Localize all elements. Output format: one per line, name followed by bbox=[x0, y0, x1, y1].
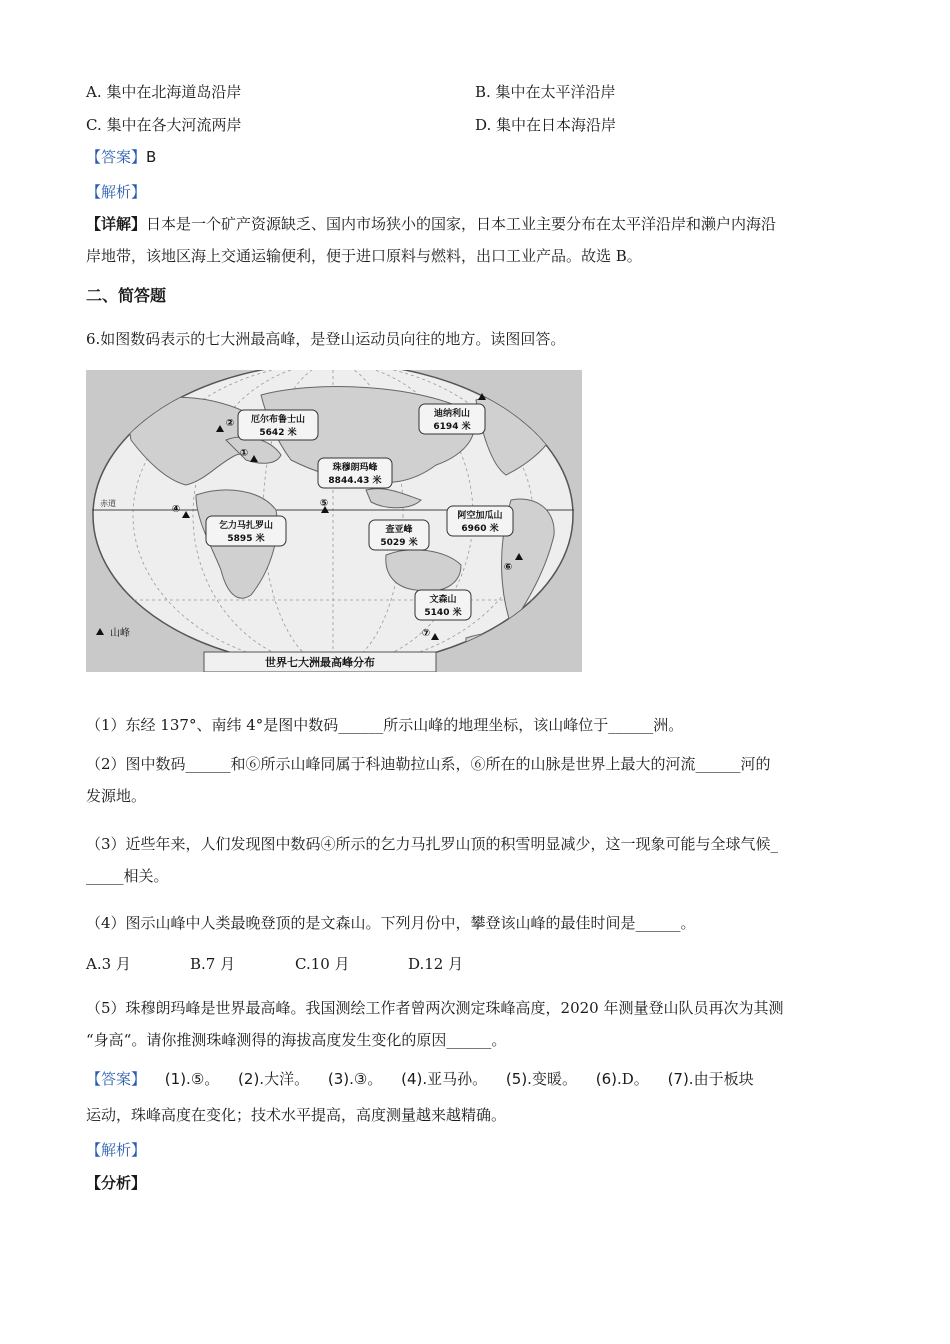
peak-num-1: ① bbox=[239, 448, 249, 459]
answer-item-3: (3).③。 bbox=[327, 1070, 383, 1088]
q6-answer-line1 bbox=[86, 1063, 866, 1095]
legend-label: 山峰 bbox=[110, 628, 130, 639]
q6-sub3 bbox=[86, 828, 866, 892]
peak-name-denali: 迪纳利山 bbox=[433, 409, 471, 419]
q5-answer bbox=[86, 145, 156, 169]
sub5-line2: “身高“。请你推测珠峰测得的海拔高度发生变化的原因______。 bbox=[86, 1031, 507, 1049]
detail-line2: 岸地带，该地区海上交通运输便利，便于进口原料与燃料，出口工业产品。故选 B。 bbox=[86, 247, 642, 265]
option-b: B. 集中在太平洋沿岸 bbox=[475, 83, 616, 101]
option-a: A. 集中在北海道岛沿岸 bbox=[86, 83, 242, 101]
option-d: D. 集中在日本海沿岸 bbox=[475, 116, 617, 134]
answer-item-6: (6).D。 bbox=[595, 1070, 649, 1088]
peak-name-6: 阿空加瓜山 bbox=[457, 511, 503, 521]
peak-name-4: 乞力马扎罗山 bbox=[218, 521, 274, 531]
peak-num-2: ② bbox=[225, 418, 235, 429]
q5-analysis bbox=[86, 180, 146, 204]
q6-fenxi: 【分析】 bbox=[86, 1174, 147, 1192]
sub2-line2: 发源地。 bbox=[86, 787, 147, 805]
peak-name-2: 厄尔布鲁士山 bbox=[250, 415, 306, 425]
sub4-option-d: D.12 月 bbox=[408, 955, 464, 973]
q6-sub1: （1）东经 137°、南纬 4°是图中数码______所示山峰的地理坐标，该山峰位于______洲。 bbox=[86, 716, 684, 734]
q5-detail bbox=[86, 208, 866, 272]
analysis-tag: 【解析】 bbox=[86, 183, 147, 201]
peak-num-5: ⑤ bbox=[319, 498, 329, 509]
detail-line1: 日本是一个矿产资源缺乏、国内市场狭小的国家，日本工业主要分布在太平洋沿岸和濑户内海沿 bbox=[146, 215, 777, 233]
q6-answer-tag: 【答案】 bbox=[86, 1070, 147, 1088]
answer-tag: 【答案】 bbox=[86, 148, 147, 166]
map-caption: 世界七大洲最高峰分布 bbox=[265, 656, 375, 669]
legend-marker bbox=[96, 628, 104, 635]
answer-item-1: (1).⑤。 bbox=[164, 1070, 220, 1088]
sub5-line1: （5）珠穆朗玛峰是世界最高峰。我国测绘工作者曾两次测定珠峰高度，2020 年测量登山队员再次为其测 bbox=[86, 999, 784, 1017]
q6-sub4: （4）图示山峰中人类最晚登顶的是文森山。下列月份中，攀登该山峰的最佳时间是______。 bbox=[86, 914, 696, 932]
answer-item-4: (4).亚马孙。 bbox=[401, 1070, 488, 1088]
answer-value: B bbox=[146, 148, 157, 166]
peak-height-7: 5140 米 bbox=[424, 608, 462, 618]
peak-name-7: 文森山 bbox=[429, 595, 457, 605]
peak-height-4: 5895 米 bbox=[227, 534, 265, 544]
q6-answer-line2: 运动，珠峰高度在变化；技术水平提高，高度测量越来越精确。 bbox=[86, 1106, 507, 1124]
peak-height-5: 5029 米 bbox=[380, 538, 418, 548]
q6-analysis bbox=[86, 1138, 146, 1162]
peak-num-7: ⑦ bbox=[421, 628, 431, 639]
sub4-option-c: C.10 月 bbox=[295, 955, 350, 973]
detail-tag: 【详解】 bbox=[86, 215, 147, 233]
peak-height-6: 6960 米 bbox=[461, 524, 499, 534]
peak-num-4: ④ bbox=[171, 504, 181, 515]
sub4-option-b: B.7 月 bbox=[190, 955, 236, 973]
answer-item-2: (2).大洋。 bbox=[238, 1070, 310, 1088]
answer-item-5: (5).变暖。 bbox=[505, 1070, 577, 1088]
sub3-line1: （3）近些年来，人们发现图中数码④所示的乞力马扎罗山顶的积雪明显减少，这一现象可能与全球气候_ bbox=[86, 835, 779, 853]
section-heading: 二、简答题 bbox=[86, 286, 167, 305]
sub2-line1: （2）图中数码______和⑥所示山峰同属于科迪勒拉山系，⑥所在的山脉是世界上最大的河流______河的 bbox=[86, 755, 771, 773]
peak-height-1: 8844.43 米 bbox=[328, 476, 382, 486]
q6-stem: 6.如图数码表示的七大洲最高峰，是登山运动员向往的地方。读图回答。 bbox=[86, 330, 566, 348]
peak-name-1: 珠穆朗玛峰 bbox=[332, 463, 378, 473]
option-c: C. 集中在各大河流两岸 bbox=[86, 116, 242, 134]
sub4-option-a: A.3 月 bbox=[86, 955, 131, 973]
equator-label: 赤道 bbox=[100, 499, 116, 508]
peak-height-denali: 6194 米 bbox=[433, 422, 471, 432]
q6-analysis-tag: 【解析】 bbox=[86, 1141, 147, 1159]
sub3-line2: _____相关。 bbox=[86, 867, 169, 885]
map-svg bbox=[86, 370, 582, 672]
answer-item-7: (7).由于板块 bbox=[667, 1070, 754, 1088]
peak-name-5: 查亚峰 bbox=[385, 525, 413, 535]
peak-height-2: 5642 米 bbox=[259, 428, 297, 438]
q6-sub5 bbox=[86, 992, 866, 1056]
world-peaks-map bbox=[86, 370, 582, 672]
peak-num-6: ⑥ bbox=[503, 562, 513, 573]
q6-sub2 bbox=[86, 748, 866, 812]
